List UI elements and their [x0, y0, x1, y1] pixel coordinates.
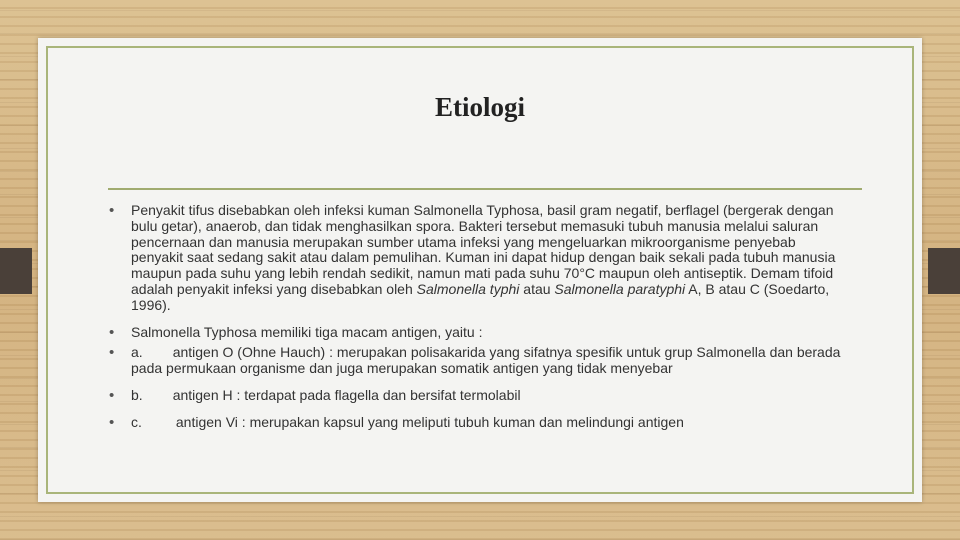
- list-marker: c.: [131, 413, 142, 430]
- italic-species-name: Salmonella paratyphi: [554, 280, 686, 297]
- bullet-dot-icon: •: [109, 323, 115, 341]
- bullet-antigen-intro: [108, 325, 850, 341]
- bullet-etiology-description: [108, 203, 850, 314]
- bullet-dot-icon: •: [109, 413, 115, 431]
- list-marker: a.: [131, 344, 143, 361]
- slide-title: Etiologi: [434, 92, 525, 122]
- bullet-antigen-h: [108, 388, 850, 404]
- bullet-list: [108, 203, 850, 431]
- list-marker: b.: [131, 386, 143, 403]
- bullet-antigen-o: [108, 345, 850, 377]
- bullet-antigen-vi: [108, 415, 850, 431]
- left-edge-tab: [0, 248, 32, 294]
- bullet-text: Penyakit tifus disebabkan oleh infeksi kuman Salmonella Typhosa, basil gram negatif, berflagel (bergerak dengan bulu getar), anaerob, dan tidak menghasilkan spora. Bakteri tersebut memasuki tubuh manusia melalui saluran pencernaan dan manusia merupakan sumber utama infeksi yang mengeluarkan mikroorganisme penyebab penyakit saat sedang sakit atau dalam pemulihan. Kuman ini dapat hidup dengan baik sekali pada tubuh manusia maupun pada suhu yang lebih rendah sedikit, namun mati pada suhu 70°C maupun oleh antiseptik. Demam tifoid adalah penyakit infeksi yang disebabkan oleh: [131, 202, 836, 297]
- bullet-text: antigen Vi : merupakan kapsul yang meliputi tubuh kuman dan melindungi antigen: [175, 413, 684, 430]
- bullet-text: antigen H : terdapat pada flagella dan bersifat termolabil: [172, 386, 521, 403]
- bullet-dot-icon: •: [109, 202, 115, 219]
- italic-species-name: Salmonella typhi: [416, 280, 520, 297]
- title-divider: [108, 188, 862, 190]
- bullet-text: A, B atau C (Soedarto, 1996).: [131, 280, 830, 313]
- bullet-dot-icon: •: [109, 344, 115, 362]
- bullet-text: antigen O (Ohne Hauch) : merupakan polisakarida yang sifatnya spesifik untuk grup Salmonella dan berada pada permukaan organisme dan juga merupakan somatik antigen yang tidak menyebar: [131, 344, 841, 377]
- right-edge-tab: [928, 248, 960, 294]
- bullet-dot-icon: •: [109, 386, 115, 404]
- bullet-text: Salmonella Typhosa memiliki tiga macam antigen, yaitu :: [131, 323, 483, 340]
- slide-card: [38, 38, 922, 502]
- bullet-text: atau: [519, 280, 555, 297]
